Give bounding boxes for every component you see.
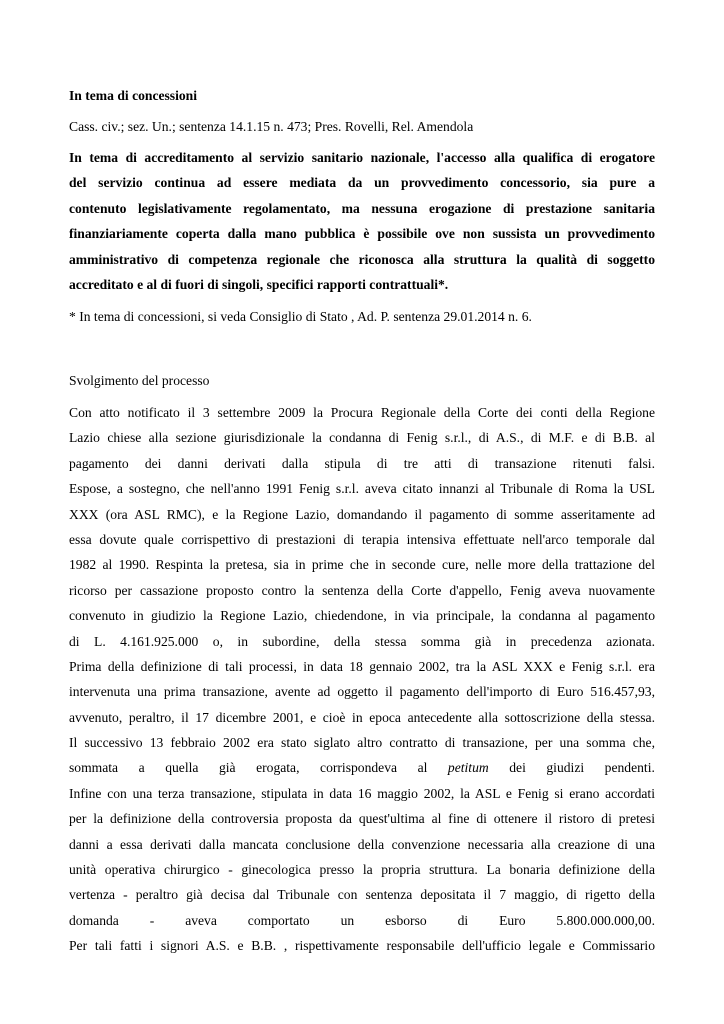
body-word: 5.800.000.000,00. xyxy=(556,912,655,928)
body-line: Per tali fatti i signori A.S. e B.B. , rispettivamente responsabile dell'ufficio legale e Commissario xyxy=(69,938,655,954)
body-line: Con atto notificato il 3 settembre 2009 la Procura Regionale della Corte dei conti della Regione xyxy=(69,405,655,420)
massima-line: In tema di accreditamento al servizio sanitario nazionale, l'accesso alla qualifica di erogatore xyxy=(69,150,655,165)
body-word: un xyxy=(340,912,355,928)
body-word: Euro xyxy=(499,912,526,928)
body-word: di xyxy=(457,912,469,928)
body-word: comportato xyxy=(247,912,310,928)
massima-line: del servizio continua ad essere mediata da un provvedimento concessorio, sia pure a xyxy=(69,175,655,191)
body-word: al xyxy=(417,760,428,776)
body-line: Espose, a sostegno, che nell'anno 1991 Fenig s.r.l. aveva citato innanzi al Tribunale di Roma la USL xyxy=(69,481,655,497)
body-line: Il successivo 13 febbraio 2002 era stato siglato altro contratto di transazione, per una somma che, xyxy=(69,735,655,751)
body-line: unità operativa chirurgico - ginecologica presso la propria struttura. La bonaria definizione della xyxy=(69,862,655,878)
body-line: ricorso per cassazione proposto contro la sentenza della Corte d'appello, Fenig aveva nuovamente xyxy=(69,582,655,598)
body-word: quella xyxy=(165,760,199,776)
body-line: per la definizione della controversia proposta da quest'ultima al fine di ottenere il ristoro di pretesi xyxy=(69,811,655,827)
section-title: Svolgimento del processo xyxy=(69,373,210,388)
body-line: danni a essa derivati dalla mancata conclusione della convenzione necessaria alla creazione di una xyxy=(69,836,655,852)
body-line: di L. 4.161.925.000 o, in subordine, della stessa somma già in precedenza azionata. xyxy=(69,633,655,649)
body-word: - xyxy=(149,912,155,928)
body-line: Prima della definizione di tali processi, in data 18 gennaio 2002, tra la ASL XXX e Fenig s.r.l. era xyxy=(69,658,655,674)
document-heading: In tema di concessioni xyxy=(69,88,198,103)
footnote: * In tema di concessioni, si veda Consiglio di Stato , Ad. P. sentenza 29.01.2014 n. 6. xyxy=(69,309,532,324)
body-word: esborso xyxy=(385,912,427,928)
body-line: XXX (ora ASL RMC), e la Regione Lazio, domandando il pagamento di somme asseritamente ad xyxy=(69,506,655,522)
massima-line: finanziariamente coperta dalla mano pubblica è possibile ove non sussista un provvedimento xyxy=(69,226,655,242)
body-word-italic: petitum xyxy=(447,760,489,776)
body-line: intervenuta una prima transazione, avente ad oggetto il pagamento dell'importo di Euro 516.457,93, xyxy=(69,684,655,700)
body-line-petitum xyxy=(69,755,655,780)
body-line: Lazio chiese alla sezione giurisdizionale la condanna di Fenig s.r.l., di A.S., di M.F. e di B.B. al xyxy=(69,430,655,446)
massima-last-line: accreditato e al di fuori di singoli, specifici rapporti contrattuali*. xyxy=(69,276,449,292)
body-word: corrispondeva xyxy=(320,760,398,776)
body-word: già xyxy=(218,760,236,776)
body-word: pendenti. xyxy=(604,760,655,776)
body-word: a xyxy=(138,760,145,776)
body-word: erogata, xyxy=(256,760,300,776)
body-line: 1982 al 1990. Respinta la pretesa, sia in prime che in seconde cure, nelle more della trattazione del xyxy=(69,557,655,573)
case-citation: Cass. civ.; sez. Un.; sentenza 14.1.15 n. 473; Pres. Rovelli, Rel. Amendola xyxy=(69,119,474,134)
body-line: essa dovute quale corrispettivo di prestazioni di terapia intensiva effettuate nell'arco temporale dal xyxy=(69,531,655,547)
body-word: sommata xyxy=(69,760,119,776)
massima-line: amministrativo di competenza regionale che riconosca alla struttura la qualità di soggetto xyxy=(69,251,655,267)
body-line-esborso xyxy=(69,908,655,933)
body-line: Infine con una terza transazione, stipulata in data 16 maggio 2002, la ASL e Fenig si erano accordati xyxy=(69,785,655,801)
body-word: dei xyxy=(509,760,526,776)
body-word: domanda xyxy=(69,912,119,928)
body-line: avvenuto, peraltro, il 17 dicembre 2001, e cioè in epoca antecedente alla sottoscrizione della stessa. xyxy=(69,709,655,725)
body-line: vertenza - peraltro già decisa dal Tribunale con sentenza depositata il 7 maggio, di rigetto della xyxy=(69,887,655,903)
body-line: pagamento dei danni derivati dalla stipula di tre atti di transazione ritenuti falsi. xyxy=(69,455,655,471)
massima-line: contenuto legislativamente regolamentato, ma nessuna erogazione di prestazione sanitaria xyxy=(69,200,655,216)
body-line: convenuto in giudizio la Regione Lazio, chiedendone, in via principale, la condanna al pagamento xyxy=(69,608,655,624)
body-word: giudizi xyxy=(546,760,585,776)
body-word: aveva xyxy=(185,912,217,928)
body-text xyxy=(69,400,655,959)
massima-paragraph xyxy=(69,148,655,295)
